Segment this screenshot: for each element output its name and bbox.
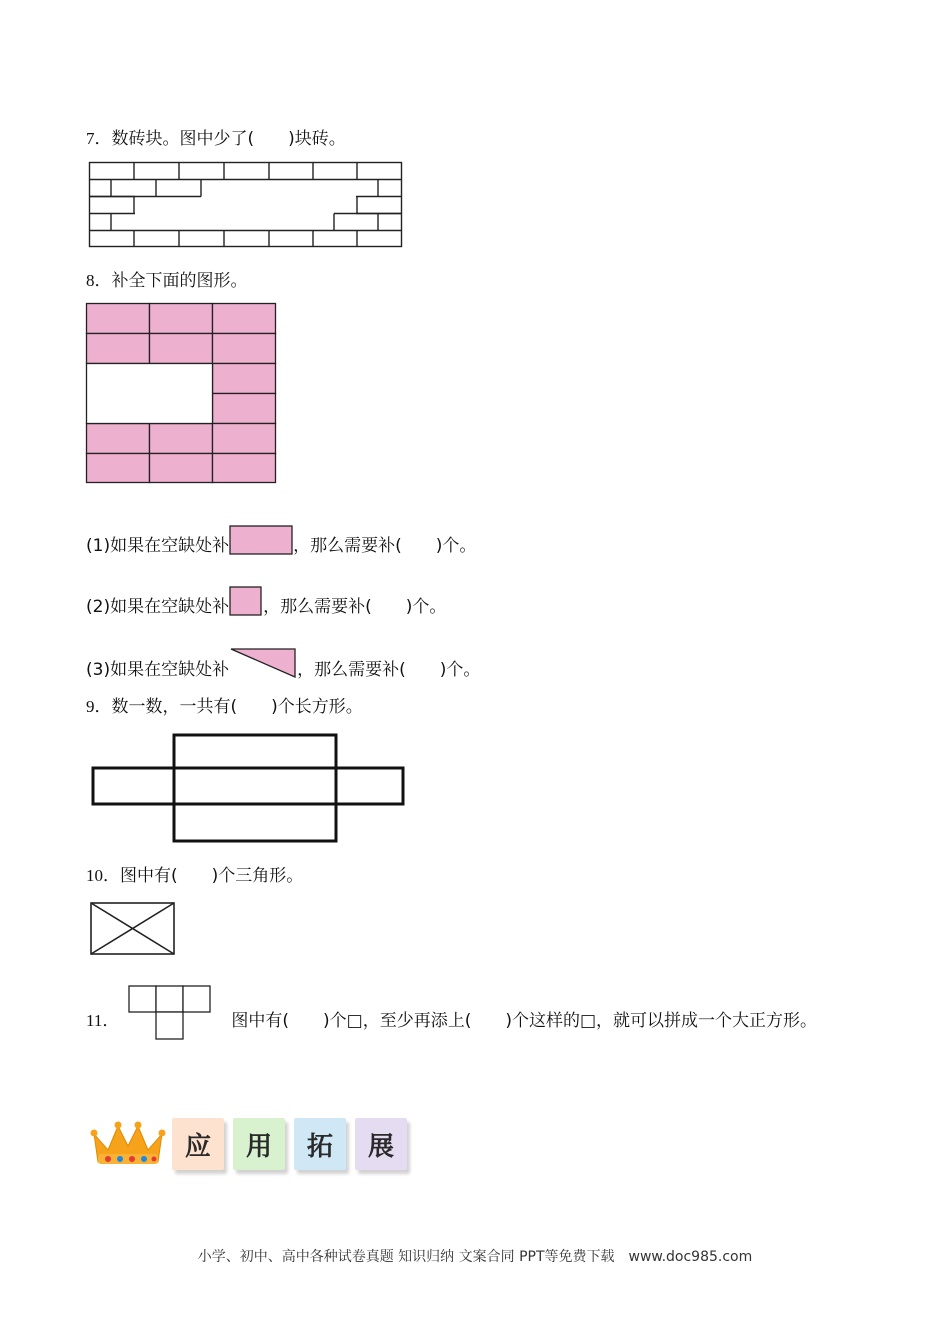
brick-wall-figure <box>88 161 404 249</box>
question-number: 8． <box>86 271 112 290</box>
question-number: 7． <box>86 129 112 148</box>
tile <box>213 364 276 394</box>
tile <box>87 304 150 334</box>
tile <box>87 424 150 454</box>
section-title-char: 展 <box>355 1118 407 1170</box>
question-text: 数砖块。图中少了( )块砖。 <box>111 129 346 149</box>
question-text: 补全下面的图形。 <box>111 271 248 291</box>
tile-grid-figure <box>86 303 278 483</box>
tile <box>213 334 276 364</box>
question-8 <box>86 270 248 292</box>
question-7 <box>86 128 346 150</box>
question-text: 图中有( )个□，至少再添上( )个这样的□，就可以拼成一个大正方形。 <box>231 1011 818 1031</box>
rectangle-count-figure <box>90 733 408 845</box>
square-piece <box>229 586 263 616</box>
sub-question-1: (1)如果在空缺处补 ，那么需要补( )个。 <box>86 525 476 558</box>
question-number: 10． <box>86 866 120 885</box>
tile <box>150 334 213 364</box>
triangle-piece <box>229 647 297 679</box>
tile <box>213 304 276 334</box>
tile <box>213 424 276 454</box>
question-9 <box>86 696 363 718</box>
question-number: 11． <box>86 1011 120 1030</box>
sub-question-3: (3)如果在空缺处补 ，那么需要补( )个。 <box>86 647 480 682</box>
question-number: 9． <box>86 697 112 716</box>
page-footer: 小学、初中、高中各种试卷真题 知识归纳 文案合同 PPT等免费下载 www.doc985.com <box>197 1249 753 1265</box>
tile <box>213 394 276 424</box>
question-text: 图中有( )个三角形。 <box>120 866 304 886</box>
section-title-char: 应 <box>172 1118 224 1170</box>
question-10 <box>86 865 303 887</box>
triangle-count-figure <box>89 901 177 957</box>
tile <box>150 454 213 483</box>
tile <box>87 454 150 483</box>
section-title-char: 用 <box>233 1118 285 1170</box>
crown-icon <box>90 1120 166 1170</box>
question-text: 数一数，一共有( )个长方形。 <box>111 697 363 717</box>
gap-area <box>87 364 213 424</box>
tile <box>150 424 213 454</box>
tile <box>87 334 150 364</box>
section-title-char: 拓 <box>294 1118 346 1170</box>
sub-question-2: (2)如果在空缺处补 ，那么需要补( )个。 <box>86 586 446 619</box>
tile <box>150 304 213 334</box>
tile <box>213 454 276 483</box>
long-rectangle-piece <box>229 525 293 555</box>
squares-figure <box>128 985 212 1041</box>
